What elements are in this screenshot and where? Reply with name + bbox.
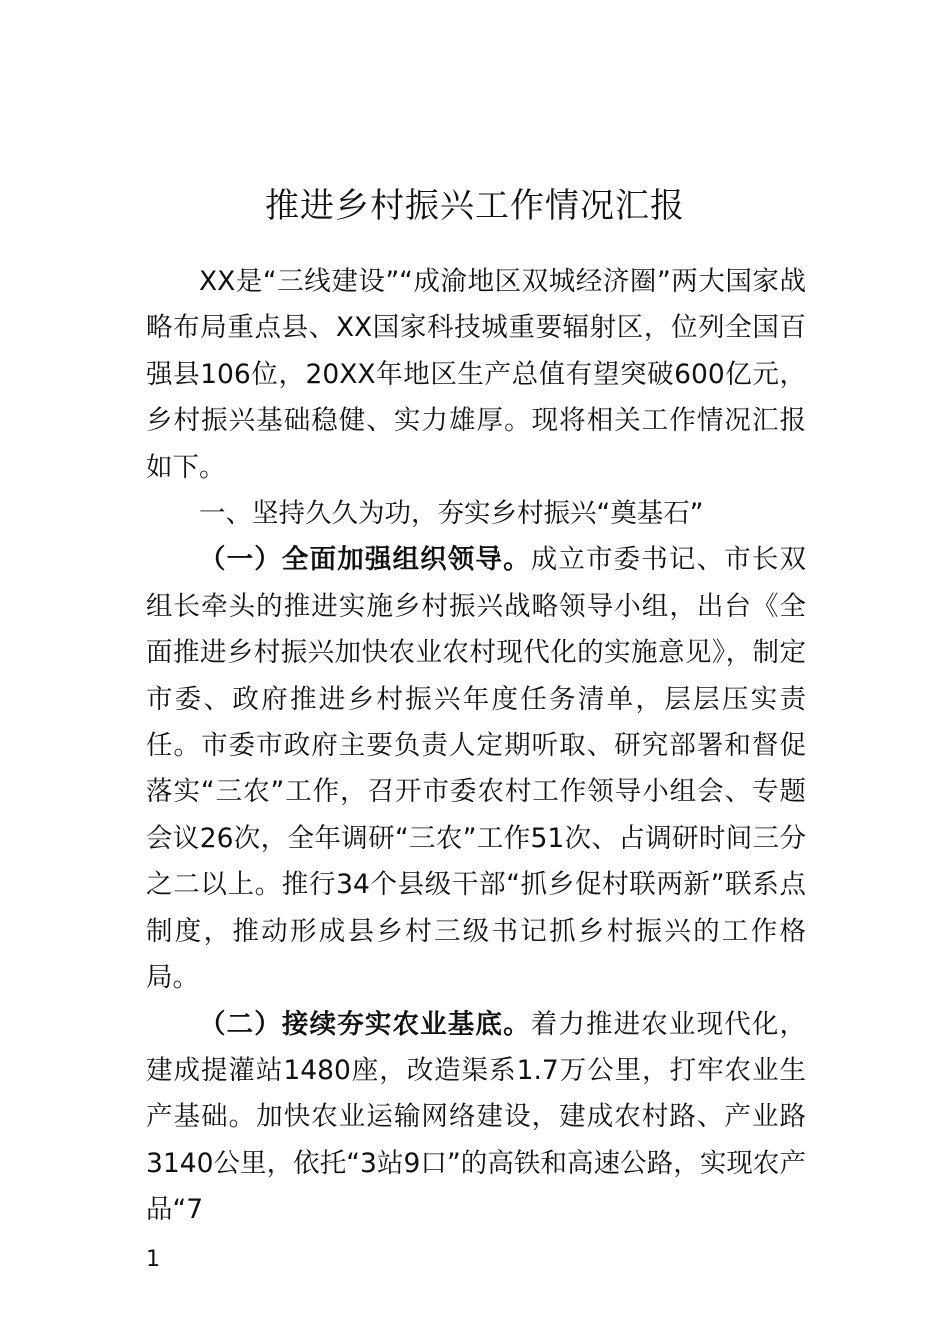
subsection-heading: （一）全面加强组织领导。 [199, 544, 531, 576]
paragraph-text: XX是“三线建设”“成渝地区双城经济圈”两大国家战略布局重点县、XX国家科技城重要辐射区，位列全国百强县106位，20XX年地区生产总值有望突破600亿元，乡村振兴基础稳健、实力雄厚。现将相关工作情况汇报如下。 [146, 266, 806, 483]
paragraph-text: 成立市委书记、市长双组长牵头的推进实施乡村振兴战略领导小组，出台《全面推进乡村振兴加快农业农村现代化的实施意见》，制定市委、政府推进乡村振兴年度任务清单，层层压实责任。市委市政府主要负责人定期听取、研究部署和督促落实“三农”工作，召开市委农村工作领导小组会、专题会议26次，全年调研“三农”工作51次、占调研时间三分之二以上。推行34个县级干部“抓乡促村联两新”联系点制度，推动形成县乡村三级书记抓乡村振兴的工作格局。 [146, 544, 807, 994]
document-title: 推进乡村振兴工作情况汇报 [265, 186, 685, 226]
section-heading [146, 491, 806, 537]
page-number: 1 [146, 1247, 160, 1272]
intro-paragraph [146, 259, 806, 491]
paragraph-text: 着力推进农业现代化，建成提灌站1480座，改造渠系1.7万公里，打牢农业生产基础。加快农业运输网络建设，建成农村路、产业路3140公里，依托“3站9口”的高铁和高速公路，实现农产品“7 [146, 1008, 807, 1226]
subsection-heading: （二）接续夯实农业基底。 [199, 1008, 531, 1040]
document-body [146, 259, 806, 1234]
section-heading-text: 一、坚持久久为功，夯实乡村振兴“奠基石” [199, 498, 704, 530]
subsection-paragraph [146, 1002, 806, 1234]
subsection-paragraph [146, 537, 806, 1001]
